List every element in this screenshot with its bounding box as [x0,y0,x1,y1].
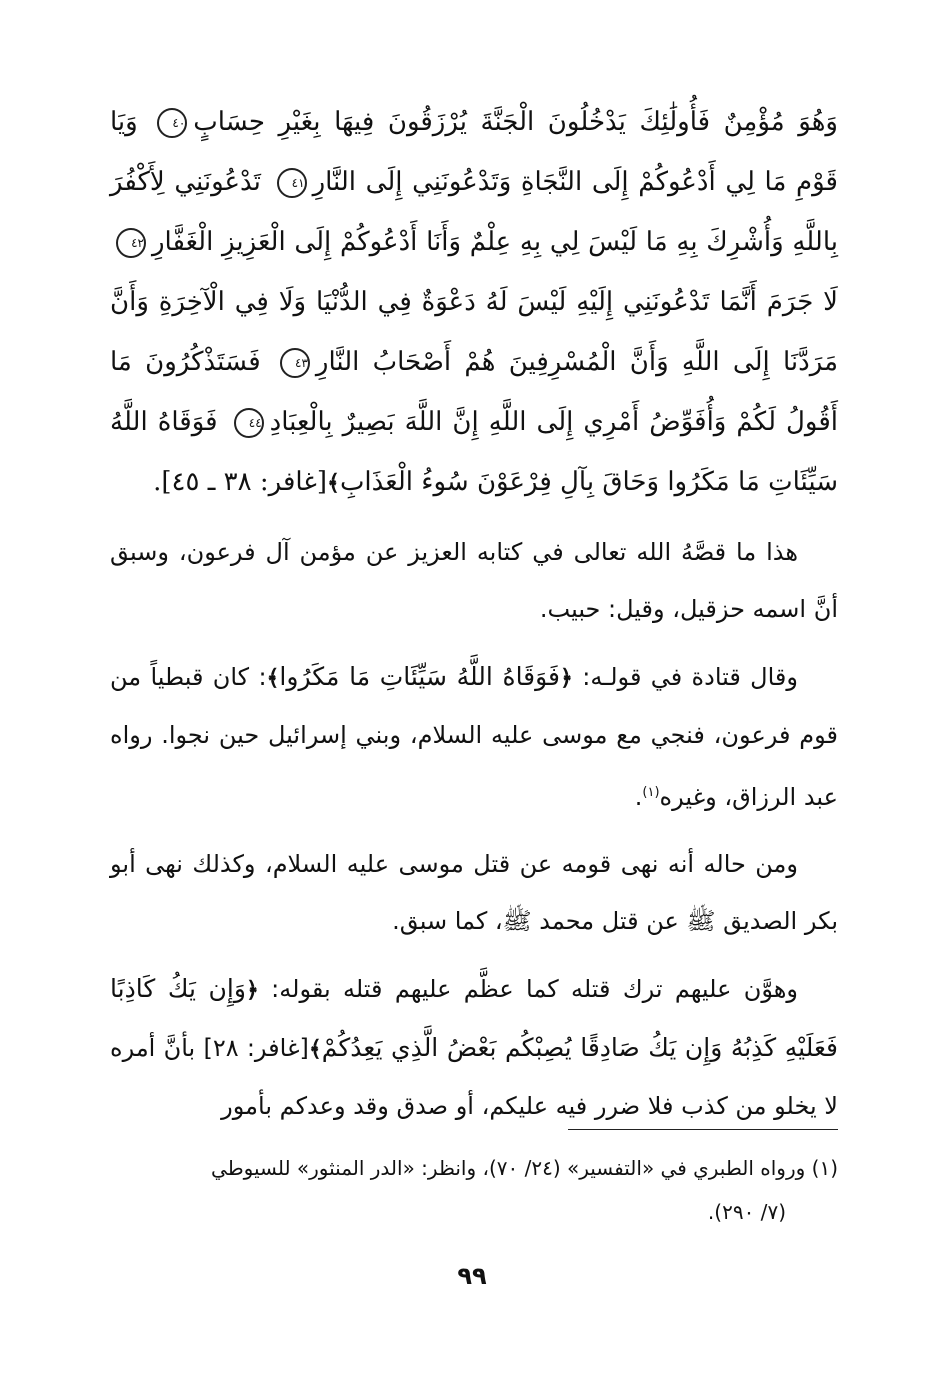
verse-42-text: تَدْعُونَنِي لِأَكْفُرَ بِاللَّهِ وَأُشْرِكَ بِهِ مَا لَيْسَ لِي بِهِ عِلْمٌ وَأَنَا أَدْعُوكُمْ إِلَى الْعَزِيزِ الْغَفَّارِ [110,167,838,257]
quran-open-bracket: ﴿ [245,978,259,1003]
paragraph-forbidding-killing [110,836,838,950]
paragraph-mumin-identity [110,524,838,638]
paragraph-text-end: . [634,783,643,811]
page-body [110,92,838,1145]
footnote-line-1: (١) ورواه الطبري في «التفسير» (٢٤/ ٧٠)، وانظر: «الدر المنثور» للسيوطي [211,1156,838,1180]
paragraph-text-intro: وهوَّن عليهم ترك قتله كما عظَّم عليهم قتله بقوله: [271,975,798,1003]
ayah-number-41: ٤١ [277,168,307,198]
quran-open-bracket: ﴿ [560,666,573,691]
paragraph-qatada [110,648,838,826]
surah-reference: [غافر: ٣٨ ـ ٤٥]. [153,467,328,497]
quran-close-bracket: ﴾ [327,471,340,496]
footnote [110,1146,838,1234]
ayah-number-40: ٤٠ [157,108,187,138]
ayah-number-42: ٤٢ [116,228,146,258]
paragraph-text-body: بأنَّ أمره لا يخلو من كذب فلا ضرر فيه عليكم، أو صدق وقد وعدكم بأمور [110,1034,838,1120]
surah-reference: [غافر: ٢٨] [203,1034,309,1062]
verse-43-text: لَا جَرَمَ أَنَّمَا تَدْعُونَنِي إِلَيْهِ لَيْسَ لَهُ دَعْوَةٌ فِي الدُّنْيَا وَلَا فِي الْآخِرَةِ وَأَنَّ مَرَدَّنَا إِلَى اللَّهِ وَأَنَّ الْمُسْرِفِينَ هُمْ أَصْحَابُ النَّارِ [110,287,838,377]
ayah-number-43: ٤٣ [280,348,310,378]
paragraph-text: هذا ما قصَّهُ الله تعالى في كتابه العزيز عن مؤمن آل فرعون، وسبق أنَّ اسمه حزقيل، وقيل: حبيب. [110,538,838,623]
footnote-line-2: (٧/ ٢٩٠). [707,1200,786,1224]
paragraph-text: ومن حاله أنه نهى قومه عن قتل موسى عليه السلام، وكذلك نهى أبو بكر الصديق ﷺ عن قتل محمد ﷺ، كما سبق. [110,850,838,935]
verse-45-text: فَوَقَاهُ اللَّهُ سَيِّئَاتِ مَا مَكَرُوا وَحَاقَ بِآلِ فِرْعَوْنَ سُوءُ الْعَذَابِ [110,407,838,497]
quoted-verse: فَوَقَاهُ اللَّهُ سَيِّئَاتِ مَا مَكَرُوا [279,662,561,691]
footnote-reference: (١) [642,785,660,800]
verse-41-text: وَيَا قَوْمِ مَا لِي أَدْعُوكُمْ إِلَى النَّجَاةِ وَتَدْعُونَنِي إِلَى النَّارِ [110,107,838,197]
paragraph-text-intro: وقال قتادة في قولـه: [582,663,798,691]
quran-verses-block [110,92,838,514]
verse-40-text: وَهُوَ مُؤْمِنٌ فَأُولَٰئِكَ يَدْخُلُونَ الْجَنَّةَ يُرْزَقُونَ فِيهَا بِغَيْرِ حِسَابٍ [193,107,838,137]
paragraph-text-body: : كان قبطياً من قوم فرعون، فنجي مع موسى عليه السلام، وبني إسرائيل حين نجوا. رواه عبد الرزاق، وغيره [110,663,838,811]
quran-close-bracket: ﴾ [308,1037,322,1062]
paragraph-argument [110,960,838,1135]
verse-44-text: فَسَتَذْكُرُونَ مَا أَقُولُ لَكُمْ وَأُفَوِّضُ أَمْرِي إِلَى اللَّهِ إِنَّ اللَّهَ بَصِيرٌ بِالْعِبَادِ [110,347,839,437]
ayah-number-44: ٤٤ [234,408,264,438]
quoted-verse: وَإِن يَكُ كَاذِبًا فَعَلَيْهِ كَذِبُهُ وَإِن يَكُ صَادِقًا يُصِبْكُم بَعْضُ الَّذِي يَعِدُكُمْ [110,974,838,1062]
footnote-divider [568,1129,838,1130]
page-number: ٩٩ [457,1262,487,1290]
quran-close-bracket: ﴾ [266,666,280,691]
